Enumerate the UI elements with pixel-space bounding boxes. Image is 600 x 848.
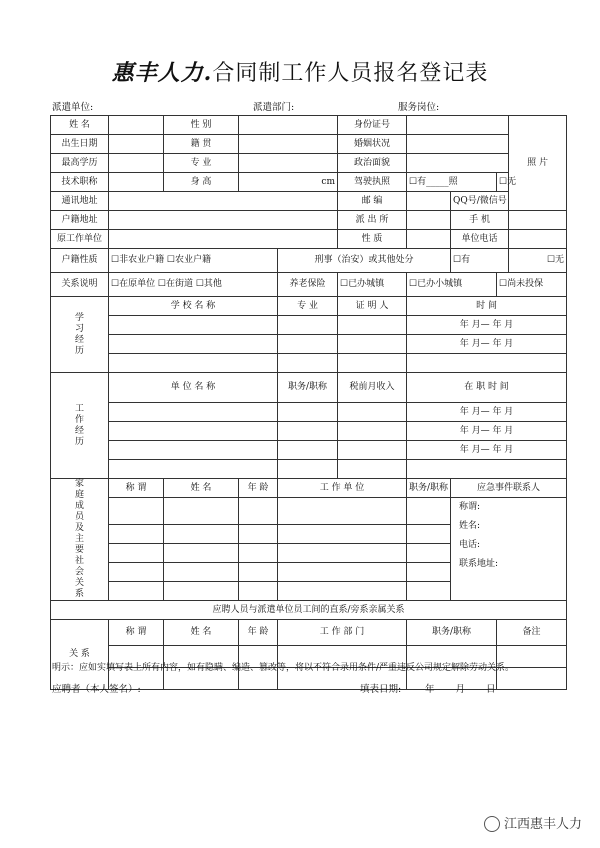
work-row-income[interactable] <box>338 403 407 422</box>
emergency-phone-label: 电话: <box>459 540 481 550</box>
relatives-header: 应聘人员与派遣单位员工间的直系/旁系亲属关系 <box>51 601 567 620</box>
study-col-major: 专 业 <box>278 297 338 316</box>
field-name[interactable] <box>109 116 164 135</box>
label-marital: 婚姻状况 <box>338 135 407 154</box>
family-row-unit[interactable] <box>278 525 407 544</box>
work-row-income[interactable] <box>338 441 407 460</box>
label-height: 身 高 <box>164 173 239 192</box>
family-row-title[interactable] <box>109 498 164 525</box>
work-col-position: 职务/职称 <box>278 373 338 403</box>
rel-col-age: 年 龄 <box>239 620 278 646</box>
emergency-contact-header: 应急事件联系人 <box>451 479 567 498</box>
license-has-checkbox[interactable]: ☐有_____照 <box>407 173 497 192</box>
study-col-witness: 证 明 人 <box>338 297 407 316</box>
form-title <box>0 56 600 87</box>
study-row-major[interactable] <box>278 316 338 335</box>
family-row-age[interactable] <box>239 582 278 601</box>
field-address[interactable] <box>109 192 338 211</box>
family-row-title[interactable] <box>109 582 164 601</box>
study-row-witness[interactable] <box>338 316 407 335</box>
family-row-title[interactable] <box>109 525 164 544</box>
study-row-school[interactable] <box>109 354 278 373</box>
label-id: 身份证号 <box>338 116 407 135</box>
height-unit: cm <box>321 176 335 187</box>
criminal-none-checkbox[interactable]: ☐无 <box>509 249 567 273</box>
label-license: 驾驶执照 <box>338 173 407 192</box>
label-criminal: 刑事（治安）或其他处分 <box>278 249 451 273</box>
applicant-signature-label: 应聘者（本人签名）: <box>52 684 141 695</box>
work-row-income[interactable] <box>338 460 407 479</box>
family-row-position[interactable] <box>407 563 451 582</box>
family-col-position: 职务/职称 <box>407 479 451 498</box>
family-row-unit[interactable] <box>278 563 407 582</box>
watermark-text: 江西惠丰人力 <box>503 816 582 832</box>
work-col-unit: 单 位 名 称 <box>109 373 278 403</box>
family-row-name[interactable] <box>164 498 239 525</box>
work-row-time[interactable] <box>407 460 567 479</box>
emergency-title-label: 称谓: <box>459 502 481 512</box>
watermark <box>484 813 582 833</box>
work-col-time: 在 职 时 间 <box>407 373 567 403</box>
label-qq: QQ号/微信号 <box>451 192 509 211</box>
family-row-position[interactable] <box>407 582 451 601</box>
study-row-time[interactable]: 年 月— 年 月 <box>407 316 567 335</box>
label-birth: 出生日期 <box>51 135 109 154</box>
fill-date-label: 填表日期: <box>360 684 402 695</box>
dispatch-unit-label: 派遣单位: <box>52 102 94 113</box>
study-row-school[interactable] <box>109 335 278 354</box>
emergency-address-label: 联系地址: <box>459 559 499 569</box>
emergency-contact-box[interactable] <box>451 498 567 601</box>
family-row-age[interactable] <box>239 525 278 544</box>
family-row-age[interactable] <box>239 498 278 525</box>
label-hukou: 户籍地址 <box>51 211 109 230</box>
field-unitphone[interactable] <box>509 230 567 249</box>
work-row-unit[interactable] <box>109 441 278 460</box>
title-main: 合同制工作人员报名登记表 <box>212 61 489 86</box>
family-row-age[interactable] <box>239 563 278 582</box>
study-col-time: 时 间 <box>407 297 567 316</box>
work-row-unit[interactable] <box>109 422 278 441</box>
field-title[interactable] <box>109 173 164 192</box>
field-id[interactable] <box>407 116 509 135</box>
work-row-unit[interactable] <box>109 403 278 422</box>
field-birth[interactable] <box>109 135 164 154</box>
label-title: 技术职称 <box>51 173 109 192</box>
service-post-label: 服务岗位: <box>398 102 440 113</box>
study-row-time[interactable] <box>407 354 567 373</box>
relation-options[interactable]: ☐在原单位 ☐在街道 ☐其他 <box>109 273 278 297</box>
family-row-name[interactable] <box>164 563 239 582</box>
label-mobile: 手 机 <box>451 211 509 230</box>
family-row-unit[interactable] <box>278 498 407 525</box>
label-police: 派 出 所 <box>338 211 407 230</box>
brand-name: 惠丰人力. <box>111 60 213 86</box>
relatives-section-label: 关 系 <box>51 620 109 690</box>
family-row-unit[interactable] <box>278 544 407 563</box>
family-col-name: 姓 名 <box>164 479 239 498</box>
field-postcode[interactable] <box>407 192 451 211</box>
field-major[interactable] <box>239 154 338 173</box>
family-col-unit: 工 作 单 位 <box>278 479 407 498</box>
work-row-time[interactable]: 年 月— 年 月 <box>407 441 567 460</box>
label-nature: 性 质 <box>338 230 407 249</box>
label-edu: 最高学历 <box>51 154 109 173</box>
label-political: 政治面貌 <box>338 154 407 173</box>
family-row-name[interactable] <box>164 544 239 563</box>
rel-col-title: 称 谓 <box>109 620 164 646</box>
field-prevunit[interactable] <box>109 230 338 249</box>
license-none-checkbox[interactable]: ☐无 <box>497 173 509 192</box>
label-address: 通讯地址 <box>51 192 109 211</box>
wechat-icon <box>484 816 500 832</box>
photo-box[interactable]: 照 片 <box>509 116 567 211</box>
study-row-witness[interactable] <box>338 354 407 373</box>
family-section-label: 家庭成员及主要社会关系 <box>51 479 109 601</box>
label-postcode: 邮 编 <box>338 192 407 211</box>
study-row-time[interactable]: 年 月— 年 月 <box>407 335 567 354</box>
dispatch-dept-label: 派遣部门: <box>253 102 295 113</box>
label-name: 姓 名 <box>51 116 109 135</box>
registration-table <box>50 115 567 690</box>
study-row-school[interactable] <box>109 316 278 335</box>
work-row-position[interactable] <box>278 441 338 460</box>
label-major: 专 业 <box>164 154 239 173</box>
field-mobile[interactable] <box>509 211 567 230</box>
label-unitphone: 单位电话 <box>451 230 509 249</box>
disclaimer-note: 明示：应如实填写表上所有内容，如有隐瞒、编造、篡改等，将以不符合录用条件/严重违反公司规定解除劳动关系。 <box>52 663 515 673</box>
field-police[interactable] <box>407 211 451 230</box>
rel-col-position: 职务/职称 <box>407 620 497 646</box>
family-row-name[interactable] <box>164 525 239 544</box>
family-col-age: 年 龄 <box>239 479 278 498</box>
family-row-position[interactable] <box>407 525 451 544</box>
hukou-nature-options[interactable]: ☐非农业户籍 ☐农业户籍 <box>109 249 278 273</box>
emergency-name-label: 姓名: <box>459 521 481 531</box>
label-pension: 养老保险 <box>278 273 338 297</box>
field-political[interactable] <box>407 154 509 173</box>
label-origin: 籍 贯 <box>164 135 239 154</box>
work-row-position[interactable] <box>278 460 338 479</box>
field-height[interactable] <box>239 173 338 192</box>
label-hukounature: 户籍性质 <box>51 249 109 273</box>
field-gender[interactable] <box>239 116 338 135</box>
family-row-name[interactable] <box>164 582 239 601</box>
study-row-major[interactable] <box>278 354 338 373</box>
study-row-witness[interactable] <box>338 335 407 354</box>
work-row-position[interactable] <box>278 403 338 422</box>
family-row-position[interactable] <box>407 544 451 563</box>
field-marital[interactable] <box>407 135 509 154</box>
work-row-income[interactable] <box>338 422 407 441</box>
label-gender: 性 别 <box>164 116 239 135</box>
family-col-title: 称 谓 <box>109 479 164 498</box>
study-row-major[interactable] <box>278 335 338 354</box>
work-row-time[interactable]: 年 月— 年 月 <box>407 422 567 441</box>
work-col-income: 税前月收入 <box>338 373 407 403</box>
rel-col-remark: 备注 <box>497 620 567 646</box>
field-edu[interactable] <box>109 154 164 173</box>
work-row-position[interactable] <box>278 422 338 441</box>
label-relation: 关系说明 <box>51 273 109 297</box>
family-row-title[interactable] <box>109 563 164 582</box>
work-section-label: 工作经历 <box>51 373 109 479</box>
family-row-title[interactable] <box>109 544 164 563</box>
family-row-position[interactable] <box>407 498 451 525</box>
work-row-unit[interactable] <box>109 460 278 479</box>
label-prevunit: 原工作单位 <box>51 230 109 249</box>
field-hukou[interactable] <box>109 211 338 230</box>
rel-col-name: 姓 名 <box>164 620 239 646</box>
field-origin[interactable] <box>239 135 338 154</box>
study-section-label: 学习经历 <box>51 297 109 373</box>
family-row-unit[interactable] <box>278 582 407 601</box>
field-nature[interactable] <box>407 230 451 249</box>
pension-none-checkbox[interactable]: ☐尚未投保 <box>497 273 567 297</box>
family-row-age[interactable] <box>239 544 278 563</box>
criminal-has-checkbox[interactable]: ☐有 <box>451 249 509 273</box>
pension-urban-checkbox[interactable]: ☐已办城镇 <box>338 273 407 297</box>
fill-date-ymd[interactable]: 年 月 日 <box>425 684 496 695</box>
study-col-school: 学 校 名 称 <box>109 297 278 316</box>
pension-town-checkbox[interactable]: ☐已办小城镇 <box>407 273 497 297</box>
rel-col-unit: 工 作 部 门 <box>278 620 407 646</box>
work-row-time[interactable]: 年 月— 年 月 <box>407 403 567 422</box>
